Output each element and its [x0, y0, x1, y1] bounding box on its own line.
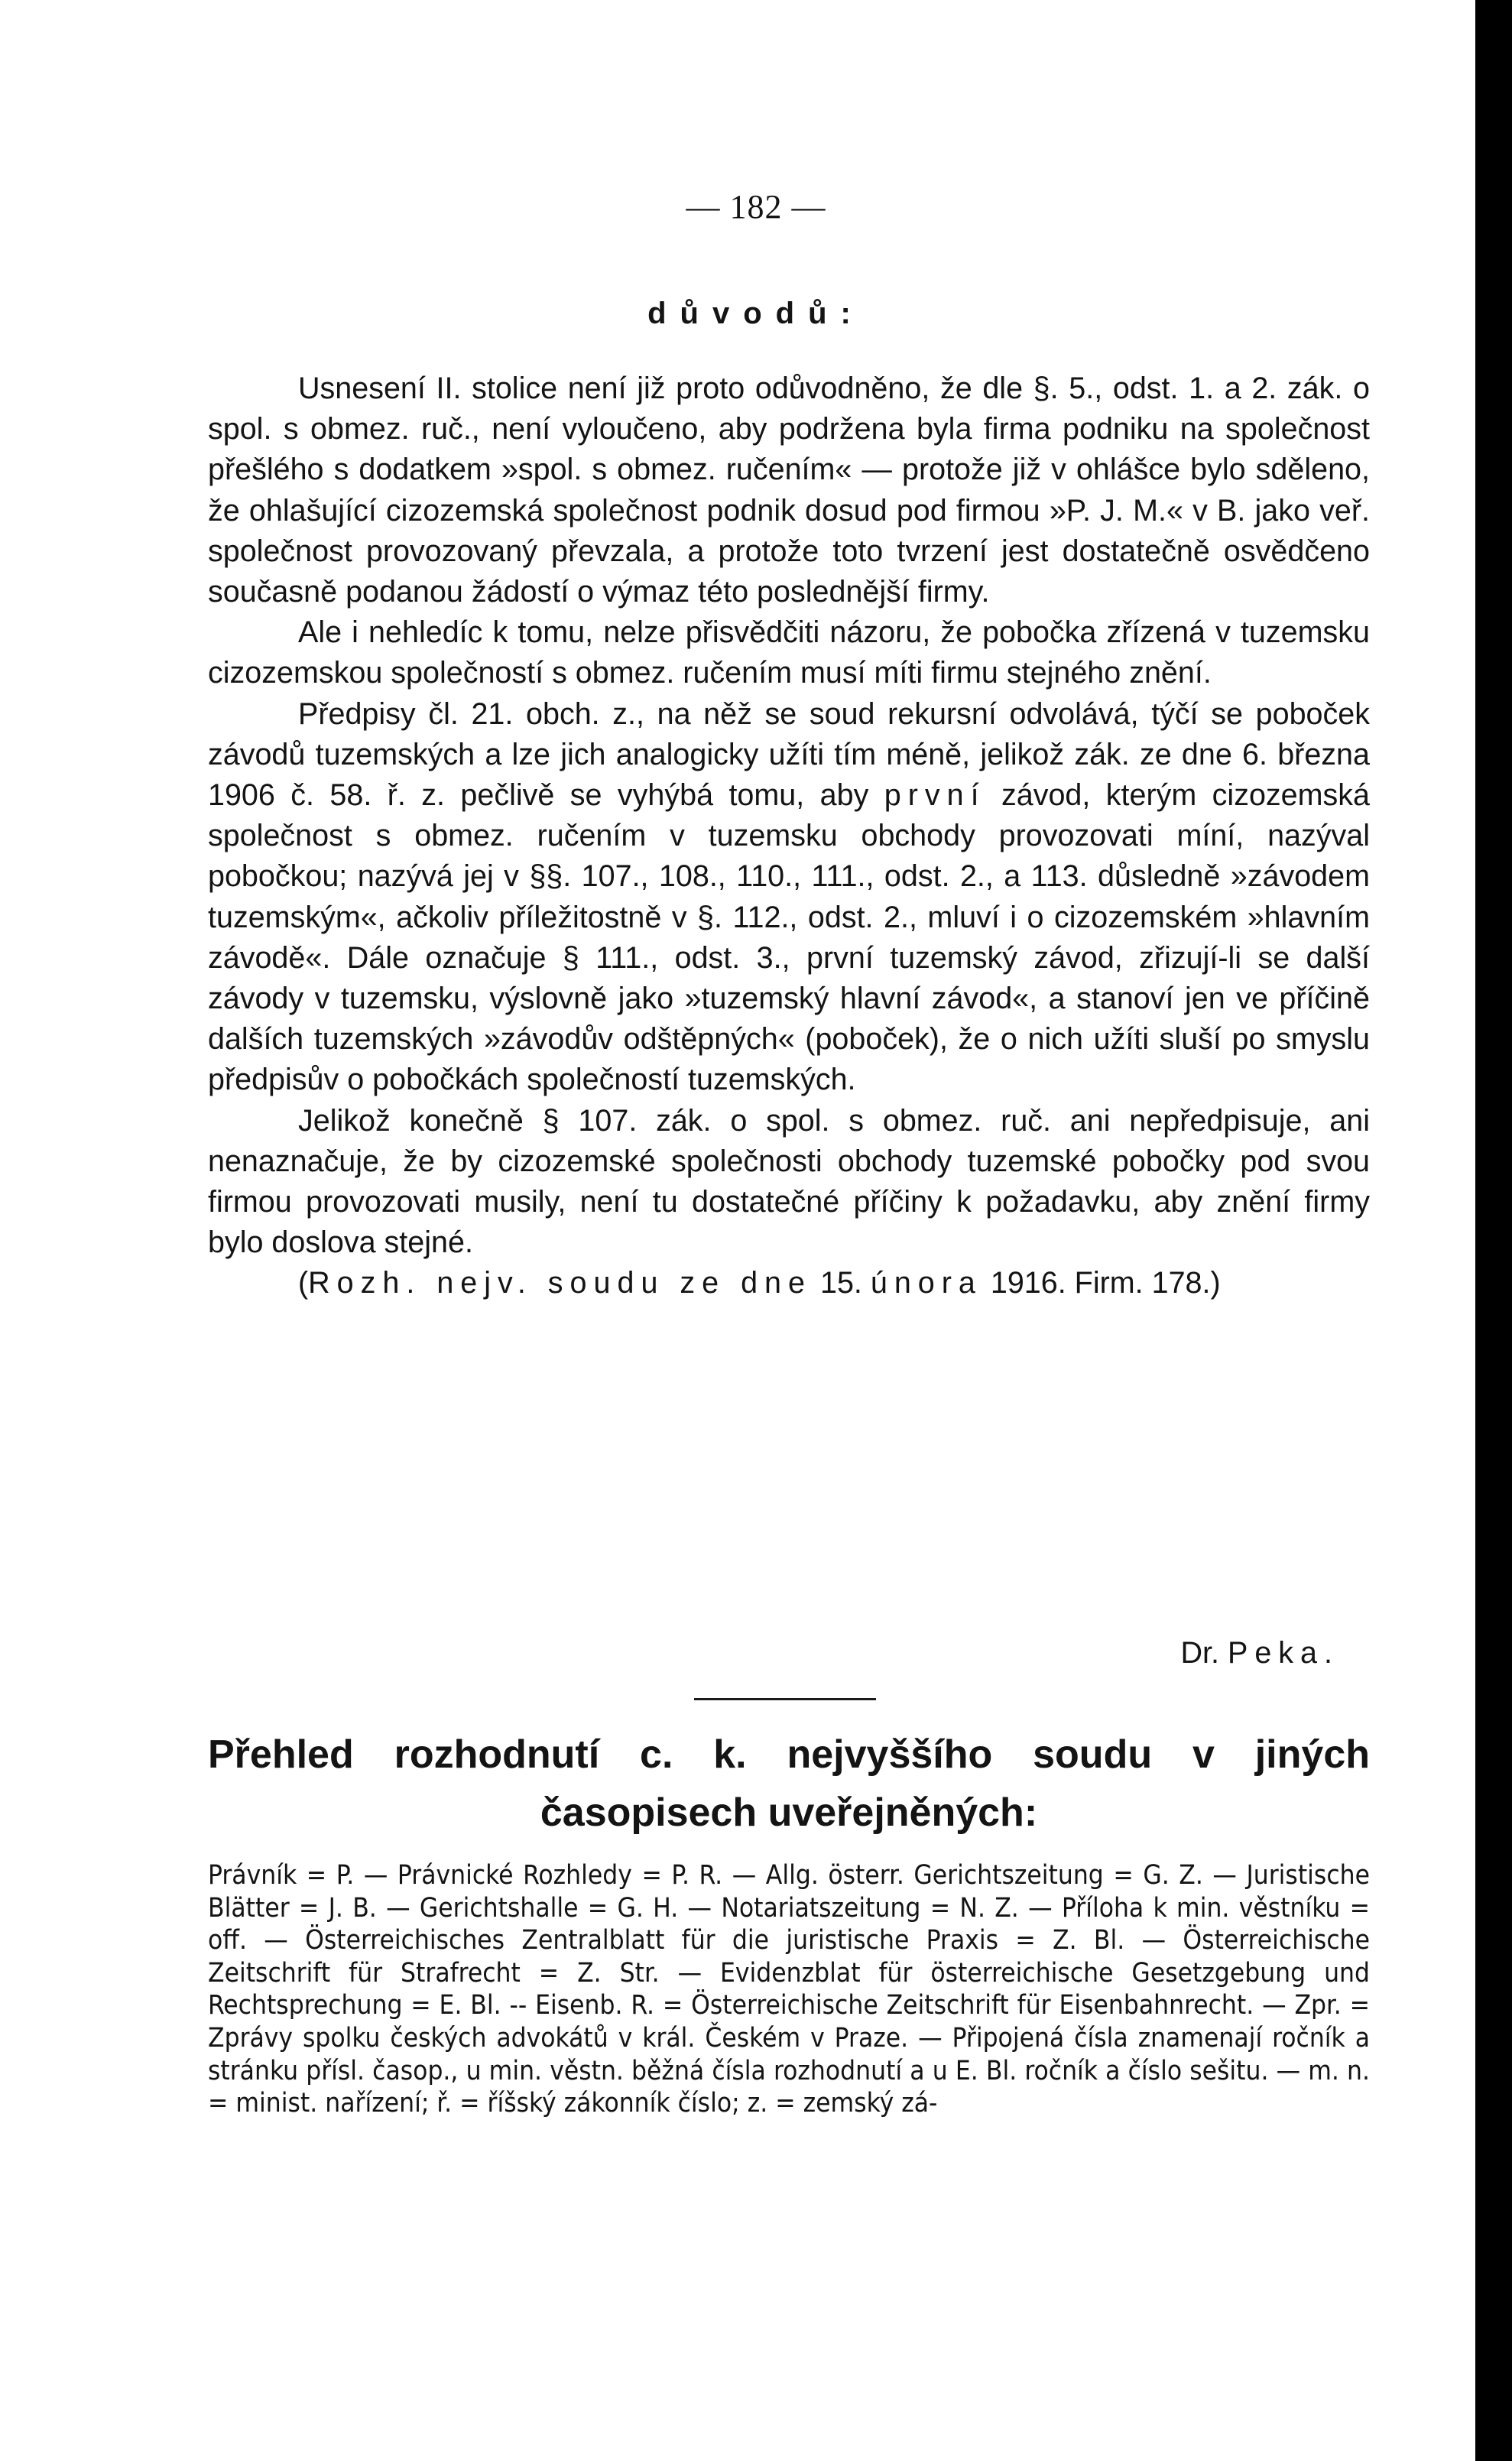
signature — [208, 1636, 1339, 1670]
decision-citation — [208, 1263, 1370, 1304]
signature-name: Peka. — [1227, 1636, 1339, 1670]
reasons-paragraph-4: Jelikož konečně § 107. zák. o spol. s obmez. ruč. ani nepředpisuje, ani nenaznačuje, že by cizozemské společnosti obchody tuzemské pobočky pod svou firmou provozovati musily, není tu dostatečné příčiny k požadavku, aby znění firmy bylo doslova stejné. — [208, 1103, 1370, 1260]
citation-month: února — [870, 1266, 982, 1300]
section-divider — [694, 1698, 876, 1700]
page-number: — 182 — — [686, 188, 826, 226]
overview-heading-line-1: Přehled rozhodnutí c. k. nejvyššího soudu v jiných — [208, 1732, 1370, 1777]
abbreviations-legend: Právník = P. — Právnické Rozhledy = P. R. — Allg. österr. Gerichtszeitung = G. Z. — Juristische Blätter = J. B. — Gerichtshalle = G. H. — Notariatszeitung = N. Z. — Příloha k min. věstníku = off. — Österreichisches Zentralblatt für die juristische Praxis = Z. Bl. — Österreichische Zeitschrift für Strafrecht = Z. Str. — Evidenzblat für österreichische Gesetzgebung und Rechtsprechung = E. Bl. -- Eisenb. R. = Österreichische Zeitschrift für Eisenbahnrecht. — Zpr. = Zprávy spolku českých advokátů v král. Českém v Praze. — Připojená čísla znamenají ročník a stránku přísl. časop., u min. věstn. běžná čísla rozhodnutí a u E. Bl. ročník a číslo sešitu. — m. n. = minist. nařízení; ř. = říšský zákonník číslo; z. = zemský zá- — [208, 1860, 1370, 2119]
overview-heading-line-2: časopisech uveřejněných: — [540, 1791, 1038, 1835]
reasons-body — [208, 369, 1370, 1304]
citation-open: ( — [298, 1266, 309, 1300]
para3-text-after: závod, kterým cizozemská společnost s obmez. ručením v tuzemsku obchody provozovati míní, nazýval pobočkou; nazývá jej v §§. 107., 108., 110., 111., odst. 2., a 113. důsledně »závodem tuzemským«, ačkoliv příležitostně v §. 112., odst. 2., mluví i o cizozemském »hlavním závodě«. Dále označuje § 111., odst. 3., první tuzemský závod, zřizují-li se další závody v tuzemsku, výslovně jako »tuzemský hlavní závod«, a stanoví jen ve příčině dalších tuzemských »závodův odštěpných« (poboček), že o nich užíti sluší po smyslu předpisův o pobočkách společností tuzemských. — [208, 778, 1370, 1097]
reasons-paragraph-1: Usnesení II. stolice není již proto odůvodněno, že dle §. 5., odst. 1. a 2. zák. o spol. s obmez. ruč., není vyloučeno, aby podržena byla firma podniku na společnost přešlého s dodatkem »spol. s obmez. ručením« — protože již v ohlášce bylo sděleno, že ohlašující cizozemská společnost podnik dosud pod firmou »P. J. M.« v B. jako veř. společnost provozovaný převzala, a protože toto tvrzení jest dostatečně osvědčeno současně podanou žádostí o výmaz této poslednější firmy. — [208, 372, 1370, 609]
citation-end: 1916. Firm. 178.) — [982, 1266, 1221, 1300]
signature-prefix: Dr. — [1180, 1636, 1228, 1670]
reasons-paragraph-2: Ale i nehledíc k tomu, nelze přisvědčiti názoru, že pobočka zřízená v tuzemsku cizozemskou společností s obmez. ručením musí míti firmu stejného znění. — [208, 615, 1370, 690]
reasons-paragraph-3 — [208, 694, 1370, 1101]
reasons-title: důvodů: — [647, 297, 865, 330]
overview-heading — [208, 1726, 1370, 1842]
scan-edge-bar — [1475, 0, 1512, 2461]
citation-court: Rozh. nejv. soudu ze dne — [308, 1266, 812, 1300]
citation-day: 15. — [812, 1266, 871, 1300]
para3-text-before: Předpisy čl. 21. obch. z., na něž se soud rekursní odvolává, týčí se poboček závodů tuzemských a lze jich analogicky užíti tím méně, jelikož zák. ze dne 6. března 1906 č. 58. ř. z. pečlivě se vyhýbá tomu, aby — [208, 696, 1370, 813]
para3-emphasis: první — [884, 778, 986, 813]
